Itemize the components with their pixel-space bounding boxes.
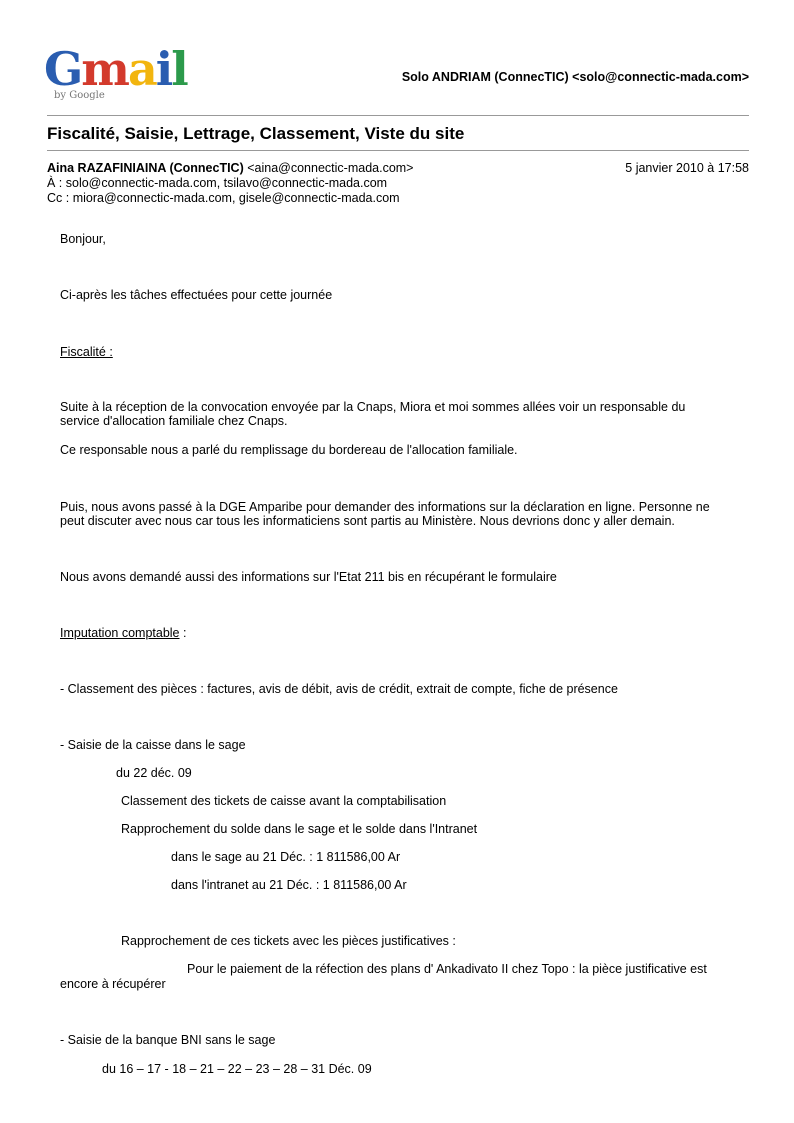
logo-letter-a: a — [127, 42, 156, 96]
caisse-date: du 22 déc. 09 — [116, 766, 192, 780]
fiscalite-paragraph-2: Ce responsable nous a parlé du remplissage du bordereau de l'allocation familiale. — [60, 443, 518, 457]
caisse-classement: Classement des tickets de caisse avant la comptabilisation — [121, 794, 447, 808]
sender-line — [47, 161, 413, 176]
logo-letter-i: i — [155, 42, 172, 96]
saisie-banque-item: - Saisie de la banque BNI sans le sage — [60, 1033, 276, 1047]
email-date: 5 janvier 2010 à 17:58 — [625, 161, 749, 175]
fiscalite-paragraph-3-line-2: peut discuter avec nous car tous les informaticiens sont partis au Ministère. Nous devrions donc y aller demain. — [60, 514, 675, 528]
gmail-logo — [44, 42, 187, 106]
classement-item: - Classement des pièces : factures, avis de débit, avis de crédit, extrait de compte, fiche de présence — [60, 682, 618, 696]
solde-sage: dans le sage au 21 Déc. : 1 811586,00 Ar — [171, 850, 401, 864]
logo-letter-g: G — [44, 42, 82, 96]
logo-letter-m: m — [81, 42, 128, 96]
account-owner: Solo ANDRIAM (ConnecTIC) <solo@connectic-mada.com> — [401, 70, 749, 84]
banque-dates: du 16 – 17 - 18 – 21 – 22 – 23 – 28 – 31 Déc. 09 — [102, 1062, 372, 1076]
saisie-caisse-item: - Saisie de la caisse dans le sage — [60, 738, 246, 752]
greeting: Bonjour, — [60, 232, 106, 246]
logo-letter-l: l — [171, 42, 187, 96]
fiscalite-paragraph-1-line-1: Suite à la réception de la convocation envoyée par la Cnaps, Miora et moi sommes allées voir un responsable du — [60, 400, 686, 414]
sender-name: Aina RAZAFINIAINA (ConnecTIC) — [47, 161, 244, 175]
rapprochement-tickets: Rapprochement de ces tickets avec les pièces justificatives : — [121, 934, 456, 948]
recipients-to: À : solo@connectic-mada.com, tsilavo@connectic-mada.com — [47, 176, 388, 190]
fiscalite-heading: Fiscalité : — [60, 345, 113, 359]
fiscalite-paragraph-4: Nous avons demandé aussi des informations sur l'Etat 211 bis en récupérant le formulaire — [60, 570, 557, 584]
subject-divider — [47, 150, 749, 151]
caisse-rapprochement: Rapprochement du solde dans le sage et le solde dans l'Intranet — [121, 822, 478, 836]
gmail-wordmark — [44, 44, 187, 94]
fiscalite-paragraph-3-line-1: Puis, nous avons passé à la DGE Amparibe pour demander des informations sur la déclaration en ligne. Personne ne — [60, 500, 710, 514]
header-divider — [47, 115, 749, 116]
recipients-cc: Cc : miora@connectic-mada.com, gisele@connectic-mada.com — [47, 191, 400, 205]
sender-email: <aina@connectic-mada.com> — [247, 161, 414, 175]
logo-by-google: by Google — [54, 90, 105, 101]
email-subject: Fiscalité, Saisie, Lettrage, Classement, Viste du site — [47, 124, 465, 143]
intro-line: Ci-après les tâches effectuées pour cette journée — [60, 288, 333, 302]
paiement-line-1: Pour le paiement de la réfection des plans d' Ankadivato II chez Topo : la pièce justificative est — [187, 962, 707, 976]
imputation-heading — [60, 626, 186, 641]
fiscalite-paragraph-1-line-2: service d'allocation familiale chez Cnaps. — [60, 414, 288, 428]
paiement-line-2: encore à récupérer — [60, 977, 166, 991]
imputation-heading-text: Imputation comptable — [60, 626, 180, 640]
imputation-heading-colon: : — [179, 626, 187, 640]
solde-intranet: dans l'intranet au 21 Déc. : 1 811586,00 Ar — [171, 878, 407, 892]
